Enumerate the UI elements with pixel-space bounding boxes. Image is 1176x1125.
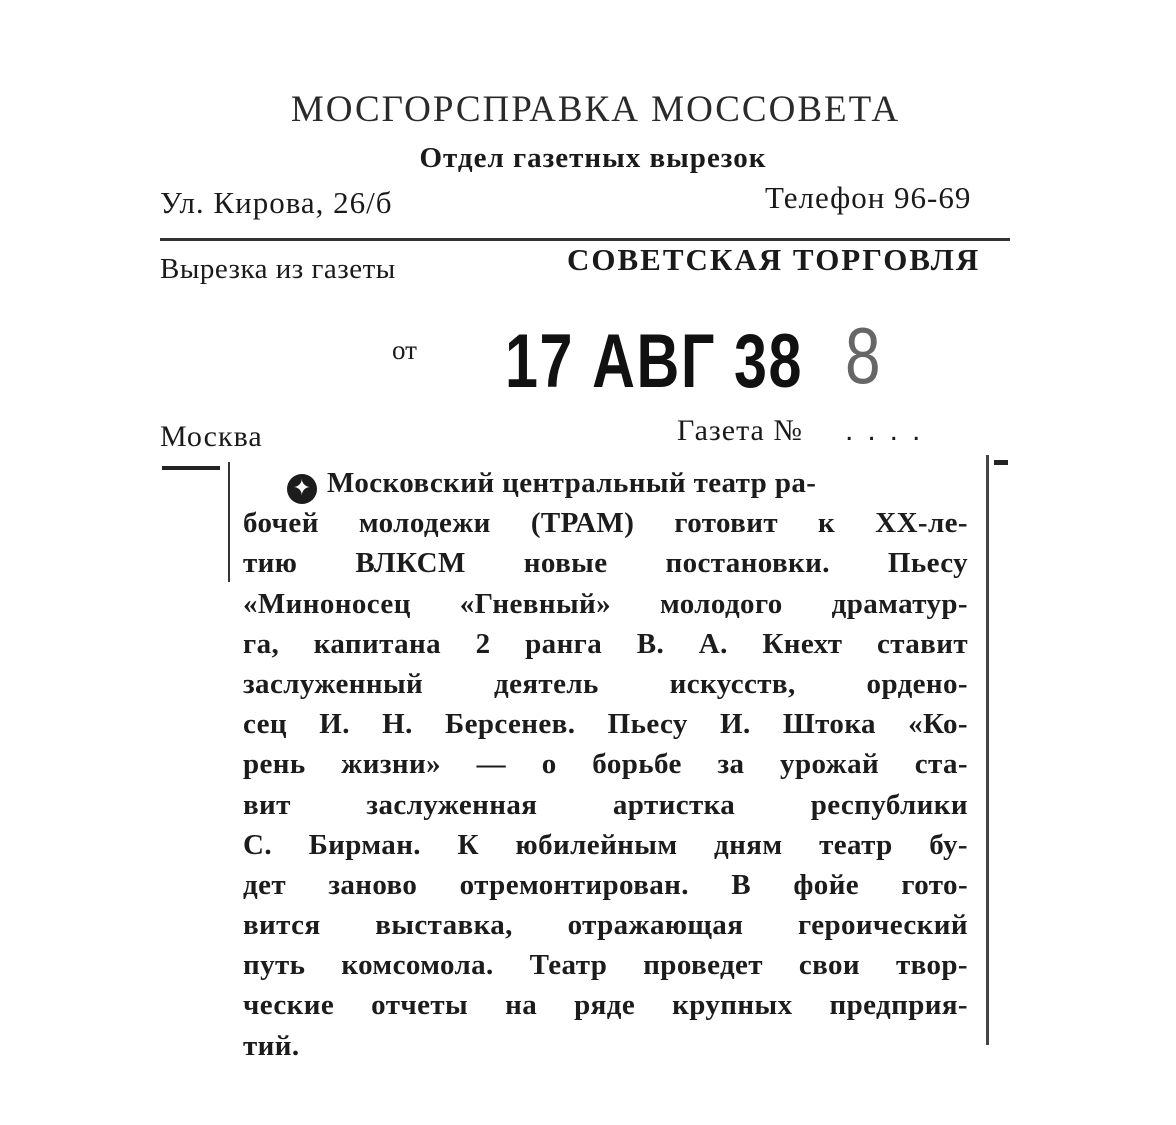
article-line: ческие отчеты на ряде крупных предприя- [243, 989, 968, 1022]
article-line: вится выставка, отражающая героический [243, 909, 968, 942]
date-stamp: 17 АВГ 38 [505, 319, 804, 404]
agency-title: МОСГОРСПРАВКА МОССОВЕТА [290, 89, 901, 130]
article-line: тий. [243, 1029, 300, 1062]
article-line: бочей молодежи (ТРАМ) готовит к XX-ле- [243, 507, 968, 540]
article-line: га, капитана 2 ранга В. А. Кнехт ставит [243, 627, 968, 660]
issue-label: Газета № [677, 414, 803, 447]
phone-number: Телефон 96-69 [765, 180, 972, 215]
article-line: путь комсомола. Театр проведет свои твор- [243, 949, 968, 982]
article-line: «Миноносец «Гневный» молодого драматур- [243, 587, 968, 620]
clipping-label: Вырезка из газеты [160, 253, 396, 285]
header-divider [160, 238, 1010, 241]
right-dash [994, 460, 1008, 465]
issue-number-dots: .... [845, 414, 935, 447]
department-title: Отдел газетных вырезок [419, 142, 767, 174]
article-line: тию ВЛКСМ новые постановки. Пьесу [243, 547, 968, 580]
city-label: Москва [160, 420, 263, 453]
handwritten-mark: 8 [845, 311, 881, 400]
article-body [243, 463, 968, 1066]
date-prefix: от [392, 335, 417, 365]
address: Ул. Кирова, 26/б [160, 185, 393, 220]
article-line: рень жизни» — о борьбе за урожай ста- [243, 748, 968, 781]
article-line: дет заново отремонтирован. В фойе гото- [243, 868, 968, 901]
article-line: С. Бирман. К юбилейным дням театр бу- [243, 828, 968, 861]
article-line: ✦ Московский центральный театр ра- [243, 463, 968, 503]
star-bullet-icon: ✦ [287, 474, 317, 504]
right-column-rule [986, 455, 989, 1045]
left-dash [162, 466, 220, 470]
newspaper-name: СОВЕТСКАЯ ТОРГОВЛЯ [567, 242, 981, 277]
left-column-rule [228, 462, 230, 582]
article-line: сец И. Н. Берсенев. Пьесу И. Штока «Ко- [243, 708, 968, 741]
article-line: вит заслуженная артистка республики [243, 788, 968, 821]
article-line: заслуженный деятель искусств, ордено- [243, 667, 968, 700]
